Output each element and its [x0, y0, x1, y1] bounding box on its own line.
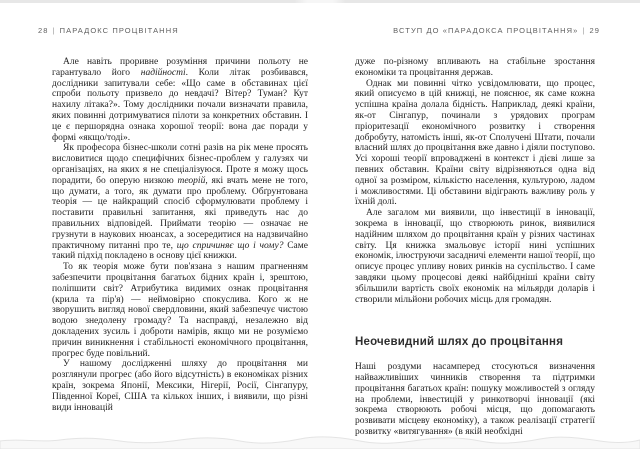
- header-separator: |: [582, 26, 586, 35]
- text-run: Наші роздуми насамперед стосуються визначення найважливіших чинників створення та підтримки процвітання багатьох країн: пошуку можливостей з огляду на проблеми, інвестицій у ринкотворчі інновації (які зокрема створюють робочі місця, що допомагають розвивати місцеву економіку), а також реалізації стратегії розвитку «витягування» (в якій необхідні: [355, 362, 595, 437]
- emphasized-text: теорій: [177, 175, 206, 186]
- text-run: . Коли літак розбивався, дослідники запитували себе: «Що саме в обставинах цієї спроби польоту призвело до невдачі? Вітер? Туман? Кут нахилу літака?». Тому дослідники почали визначати правила, яких повинні дотримуватися пілоти за конкретних обставин. І це є першорядна ознака хорошої теорії: вона дає поради у формі «якщо/тоді».: [52, 67, 308, 143]
- paragraph: [52, 359, 308, 413]
- body-text-right-top: [355, 57, 595, 305]
- body-text-right-bottom: [355, 362, 595, 438]
- section-heading: Неочевидний шлях до процвітання: [355, 336, 564, 349]
- paragraph: [355, 57, 595, 79]
- book-title: ПАРАДОКС ПРОЦВІТАННЯ: [59, 26, 179, 35]
- paragraph: [52, 57, 308, 143]
- running-header-right: [393, 26, 600, 35]
- emphasized-text: надійності: [140, 67, 186, 78]
- top-page-edge: [0, 0, 640, 3]
- text-run: Саме такий підхід покладено в основу цієї книжки.: [52, 240, 309, 262]
- header-separator: |: [52, 26, 56, 35]
- text-run: То як теорія може бути пов'язана з нашим прагненням забезпечити процвітання багатьох бідних країн і, зрештою, поліпшити світ? Атрибутика видимих ознак процвітання (крила та пір'я) — неймовірно спокуслива. Кого ж не зворушить вигляд нової свердловини, який забезпечує чистою водою знедолену громаду? Та насправді, незалежно від докладених зусиль і доброти намірів, якщо ми не розуміємо причин виникнення і стабільності економічного процвітання, прогрес буде повільний.: [52, 262, 308, 359]
- page-number-left: 28: [38, 26, 49, 35]
- running-header-left: [38, 26, 179, 35]
- text-run: Але загалом ми виявили, що інвестиції в інновації, зокрема в інновації, що створюють ринок, виявилися надійним шляхом до процвітання країн у різних частинах світу. Ця книжка змальовує історії нині успішних економік, ілюструючи засадничі елементи нашої теорії, що описує процес упливу нових ринків на суспільство. І саме завдяки цьому процесові деякі найбідніші країни світу збільшили вартість своїх економік на мільярди доларів і створили мільйони робочих місць для громадян.: [355, 208, 595, 305]
- body-text-left: [52, 57, 308, 413]
- paragraph: [355, 79, 595, 209]
- paragraph: [52, 143, 308, 262]
- text-run: Як професора бізнес-школи сотні разів на рік мене просять висловитися щодо специфічних бізнес-проблем у галузях чи організаціях, на яких я не спеціалізуюся. Проте я можу щось порадити, бо оперую низкою: [52, 143, 308, 186]
- paragraph: [355, 362, 595, 438]
- chapter-title: ВСТУП ДО «ПАРАДОКСА ПРОЦВІТАННЯ»: [393, 26, 579, 35]
- emphasized-text: що спричиняє що і чому?: [176, 240, 284, 251]
- paragraph: [355, 208, 595, 305]
- text-run: Однак ми повинні чітко усвідомлювати, що процес, який описуємо в цій книжці, не пояснює, як саме кожна успішна країна долала бідність. Наприклад, деякі країни, як-от Сінгапур, починали з урядових програм пріоритезації економічного розвитку і створення добробуту, натомість інші, як-от Сполучені Штати, почали власний шлях до процвітання вже давно і діяли поступово. Усі хороші теорії впроваджені в контекст і дієві лише за певних обставин. Країни світу відрізняються одна від одної за розміром, кількістю населення, культурою, ладом і можливостями. Ці обставини відіграють важливу роль у їхній долі.: [355, 78, 595, 208]
- text-run: У нашому дослідженні шляху до процвітання ми розглянули прогрес (або його відсутність) в економіках різних країн, зокрема Японії, Мексики, Нігерії, Росії, Сінгапуру, Південної Кореї, США та кількох інших, і виявили, що різні види інновацій: [52, 359, 308, 413]
- page-number-right: 29: [589, 26, 600, 35]
- page-edge-wave: [0, 437, 640, 449]
- paragraph: [52, 262, 308, 359]
- text-run: , які вчать мене не того, що думати, а того, як думати про проблему. Обґрунтована теорія — це найкращий спосіб сформулювати проблему і поставити правильні запитання, які приведуть нас до правильних відповідей. Приймати теорію — означає не грузнути в наукових нюансах, а зосередитися на надзвичайно практичному питанні про те,: [52, 175, 308, 251]
- text-run: Але навіть проривне розуміння причини польоту не гарантувало його: [52, 57, 308, 78]
- text-run: дуже по-різному впливають на стабільне зростання економіки та процвітання держав.: [355, 57, 595, 78]
- body-text-right: [355, 57, 595, 438]
